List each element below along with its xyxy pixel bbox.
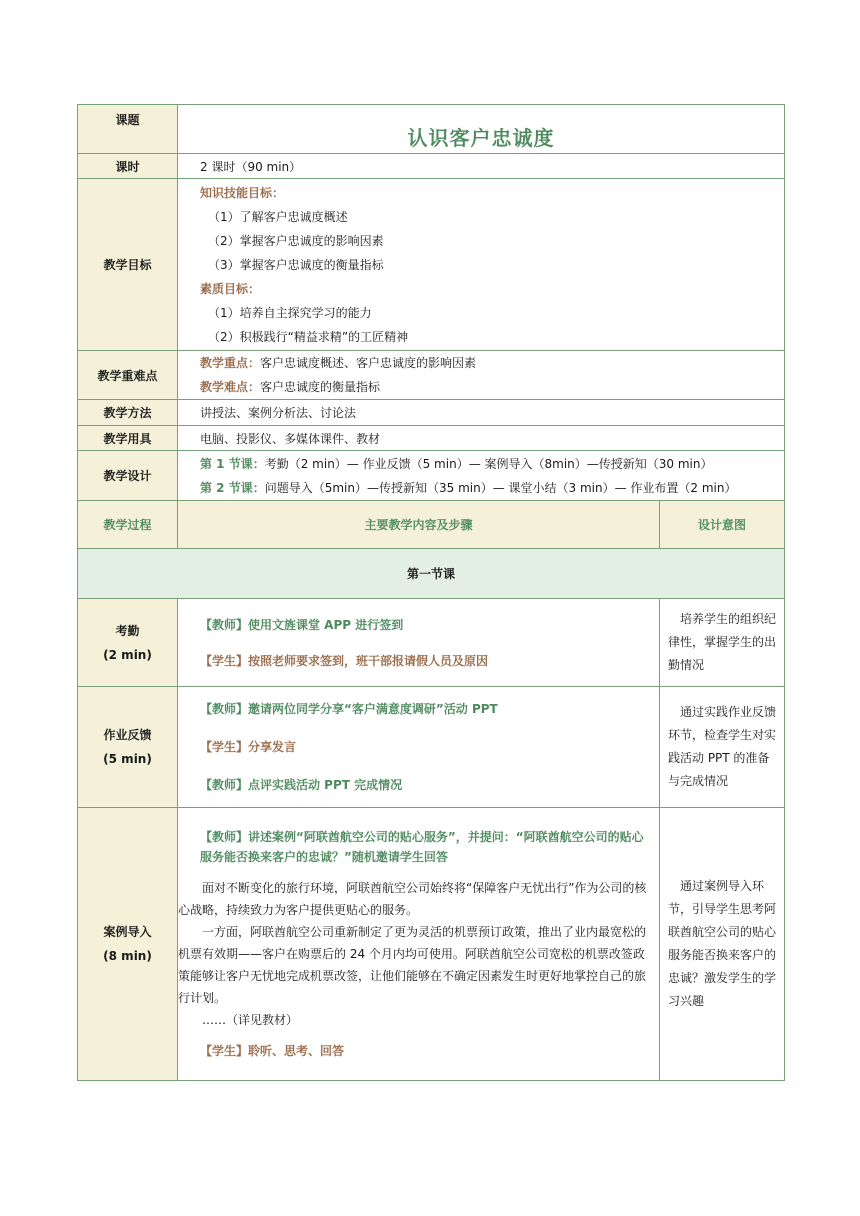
difficulty-label: 教学难点：: [200, 380, 261, 394]
row-goals: [78, 179, 785, 351]
case-paragraph: ……（详见教材）: [202, 1013, 299, 1027]
topic-label: 课题: [78, 105, 178, 154]
knowledge-item: （2）掌握客户忠诚度的影响因素: [208, 233, 384, 248]
homework-name: 作业反馈: [103, 728, 152, 742]
step-homework: [78, 687, 785, 808]
section-title: 第一节课: [78, 549, 785, 599]
case-intent: [660, 808, 785, 1081]
attendance-time: (2 min): [103, 647, 152, 662]
case-teacher: 【教师】讲述案例“阿联酋航空公司的贴心服务”，并提问：“阿联酋航空公司的贴心服务能否换来客户的忠诚？”随机邀请学生回答: [200, 830, 644, 864]
topic-title: [178, 105, 785, 154]
attendance-intent: [660, 599, 785, 687]
homework-student: 【学生】分享发言: [200, 740, 297, 754]
row-tools: [78, 426, 785, 451]
attendance-content: [178, 599, 660, 687]
row-topic: [78, 105, 785, 154]
case-paragraph: 面对不断变化的旅行环境，阿联酋航空公司始终将“保障客户无忧出行”作为公司的核心战略，持续致力为客户提供更贴心的服务。: [178, 881, 647, 917]
hours-value: 2 课时（90 min）: [178, 154, 785, 179]
attendance-student: 【学生】按照老师要求签到，班干部报请假人员及原因: [200, 653, 489, 668]
case-paragraph: 一方面，阿联酋航空公司重新制定了更为灵活的机票预订政策，推出了业内最宽松的机票有效期——客户在购票后的 24 个月内均可使用。阿联酋航空公司宽松的机票改签政策能够让客户无忧地完成机票改签，让他们能够在不确定因素发生时更好地掌控自己的旅行计划。: [178, 925, 647, 1005]
attendance-name: 考勤: [115, 623, 140, 638]
quality-item: （1）培养自主探究学习的能力: [208, 305, 372, 320]
homework-intent-text: 通过实践作业反馈环节，检查学生对实践活动 PPT 的准备与完成情况: [668, 705, 777, 788]
design-content: [178, 451, 785, 501]
homework-content: [178, 687, 660, 808]
goals-label: 教学目标: [78, 179, 178, 351]
homework-teacher-1: 【教师】邀请两位同学分享“客户满意度调研”活动 PPT: [200, 702, 498, 716]
difficulty-text: 客户忠诚度的衡量指标: [260, 380, 381, 394]
design-label: 教学设计: [78, 451, 178, 501]
step-attendance: [78, 599, 785, 687]
attendance-label: [78, 599, 178, 687]
case-content: [178, 808, 660, 1081]
process-header: [78, 501, 785, 549]
case-time: (8 min): [103, 949, 152, 963]
keypoints-content: [178, 351, 785, 400]
case-intent-text: 通过案例导入环节，引导学生思考阿联酋航空公司的贴心服务能否换来客户的忠诚？激发学生的学习兴趣: [668, 879, 777, 1008]
case-student: 【学生】聆听、思考、回答: [200, 1044, 345, 1058]
header-content: 主要教学内容及步骤: [178, 501, 660, 549]
lesson-plan-table: [77, 104, 785, 1081]
lesson2-text: 问题导入（5min）—传授新知（35 min）— 课堂小结（3 min）— 作业布置（2 min）: [264, 480, 737, 495]
lesson1-text: 考勤（2 min）— 作业反馈（5 min）— 案例导入（8min）—传授新知（30 min）: [264, 456, 713, 471]
row-hours: [78, 154, 785, 179]
homework-intent: [660, 687, 785, 808]
section-row: [78, 549, 785, 599]
homework-time: (5 min): [103, 752, 152, 766]
hours-label: 课时: [78, 154, 178, 179]
goals-content: [178, 179, 785, 351]
row-methods: [78, 400, 785, 426]
focus-text: 客户忠诚度概述、客户忠诚度的影响因素: [260, 356, 477, 370]
case-label: [78, 808, 178, 1081]
attendance-teacher: 【教师】使用文旌课堂 APP 进行签到: [200, 617, 404, 632]
step-case: [78, 808, 785, 1081]
row-design: [78, 451, 785, 501]
header-process: 教学过程: [78, 501, 178, 549]
lesson2-label: 第 2 节课：: [200, 480, 265, 495]
row-keypoints: [78, 351, 785, 400]
homework-teacher-2: 【教师】点评实践活动 PPT 完成情况: [200, 778, 403, 792]
focus-label: 教学重点：: [200, 356, 261, 370]
tools-value: 电脑、投影仪、多媒体课件、教材: [178, 426, 785, 451]
lesson1-label: 第 1 节课：: [200, 456, 265, 471]
keypoints-label: 教学重难点: [78, 351, 178, 400]
page-title: 认识客户忠诚度: [407, 125, 555, 150]
methods-label: 教学方法: [78, 400, 178, 426]
knowledge-item: （3）掌握客户忠诚度的衡量指标: [208, 257, 384, 272]
knowledge-title: 知识技能目标：: [200, 185, 285, 200]
header-intent: 设计意图: [660, 501, 785, 549]
attendance-intent-text: 培养学生的组织纪律性，掌握学生的出勤情况: [668, 612, 777, 672]
quality-title: 素质目标：: [200, 281, 261, 296]
knowledge-item: （1）了解客户忠诚度概述: [208, 209, 348, 224]
tools-label: 教学用具: [78, 426, 178, 451]
case-name: 案例导入: [103, 925, 152, 939]
methods-value: 讲授法、案例分析法、讨论法: [178, 400, 785, 426]
quality-item: （2）积极践行“精益求精”的工匠精神: [208, 329, 409, 344]
homework-label: [78, 687, 178, 808]
